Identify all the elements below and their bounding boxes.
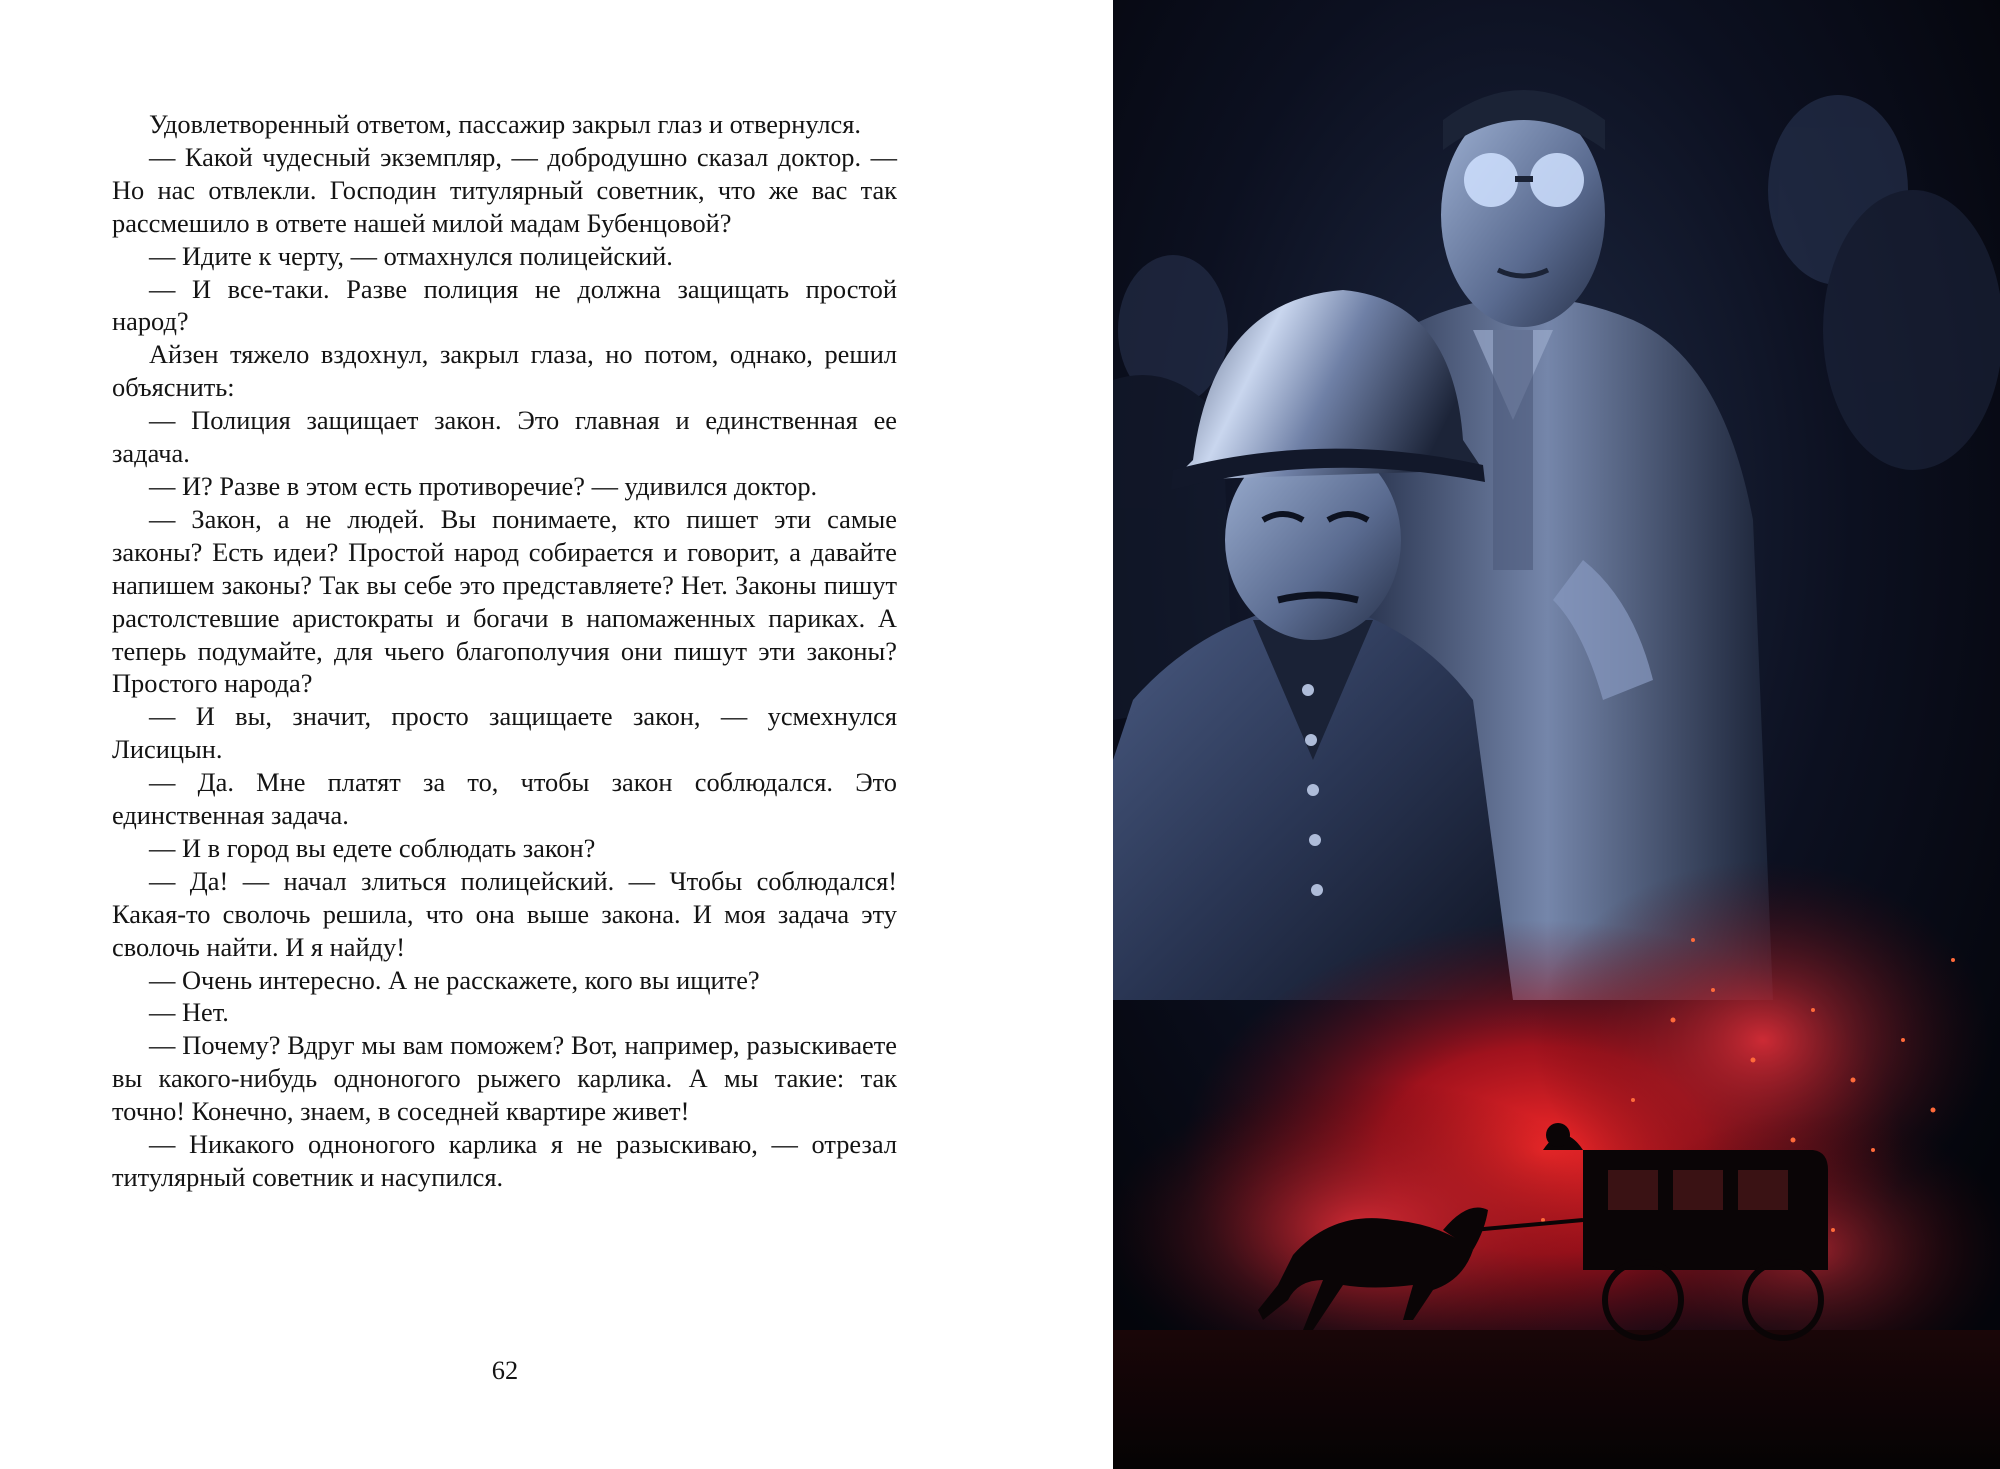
paragraph: — Идите к черту, — отмахнулся полицейский.: [149, 240, 673, 271]
paragraph: Айзен тяжело вздохнул, закрыл глаза, но потом, однако, решил объяснить:: [112, 339, 897, 403]
paragraph: — Нет.: [149, 997, 229, 1028]
paragraph: — Полиция защищает закон. Это главная и единственная ее задача.: [112, 405, 897, 469]
paragraph: Удовлетворенный ответом, пассажир закрыл глаз и отвернулся.: [149, 109, 861, 139]
illustration-art: [1113, 0, 2000, 1469]
paragraph: — И в город вы едете соблюдать закон?: [149, 832, 596, 863]
paragraph: — И вы, значит, просто защищаете закон, — усмехнулся Лисицын.: [112, 701, 897, 765]
paragraph: — Да. Мне платят за то, чтобы закон соблюдался. Это единственная задача.: [112, 767, 897, 831]
paragraph: — Никакого одноногого карлика я не разыскиваю, — отрезал титулярный советник и насупился.: [112, 1129, 897, 1192]
paragraph: — Да! — начал злиться полицейский. — Чтобы соблюдался! Какая-то сволочь решила, что она выше закона. И моя задача эту сволочь найти. И я найду!: [112, 865, 897, 962]
paragraph: — Почему? Вдруг мы вам поможем? Вот, например, разыскиваете вы какого-нибудь одноногого рыжего карлика. А мы такие: так точно! Конечно, знаем, в соседней квартире живет!: [112, 1030, 897, 1127]
paragraph: — Какой чудесный экземпляр, — добродушно сказал доктор. — Но нас отвлекли. Господин титулярный советник, что же вас так рассмешило в ответе нашей милой мадам Бубенцовой?: [112, 141, 897, 238]
page-number: 62: [491, 1355, 519, 1385]
ground: [1113, 1330, 2000, 1469]
book-illustration: [1113, 0, 2000, 1469]
paragraph: — И? Разве в этом есть противоречие? — удивился доктор.: [149, 470, 818, 501]
paragraph: — И все-таки. Разве полиция не должна защищать простой народ?: [112, 273, 897, 337]
paragraph: — Очень интересно. А не расскажете, кого вы ищите?: [149, 964, 760, 995]
page-text: [112, 108, 897, 1194]
paragraph: — Закон, а не людей. Вы понимаете, кто пишет эти самые законы? Есть идеи? Простой народ собирается и говорит, а давайте напишем законы? Так вы себе это представляете? Нет. Законы пишут растолстевшие аристократы и богачи в напомаженных париках. А теперь подумайте, для чьего благополучия они пишут эти законы? Простого народа?: [112, 503, 897, 699]
